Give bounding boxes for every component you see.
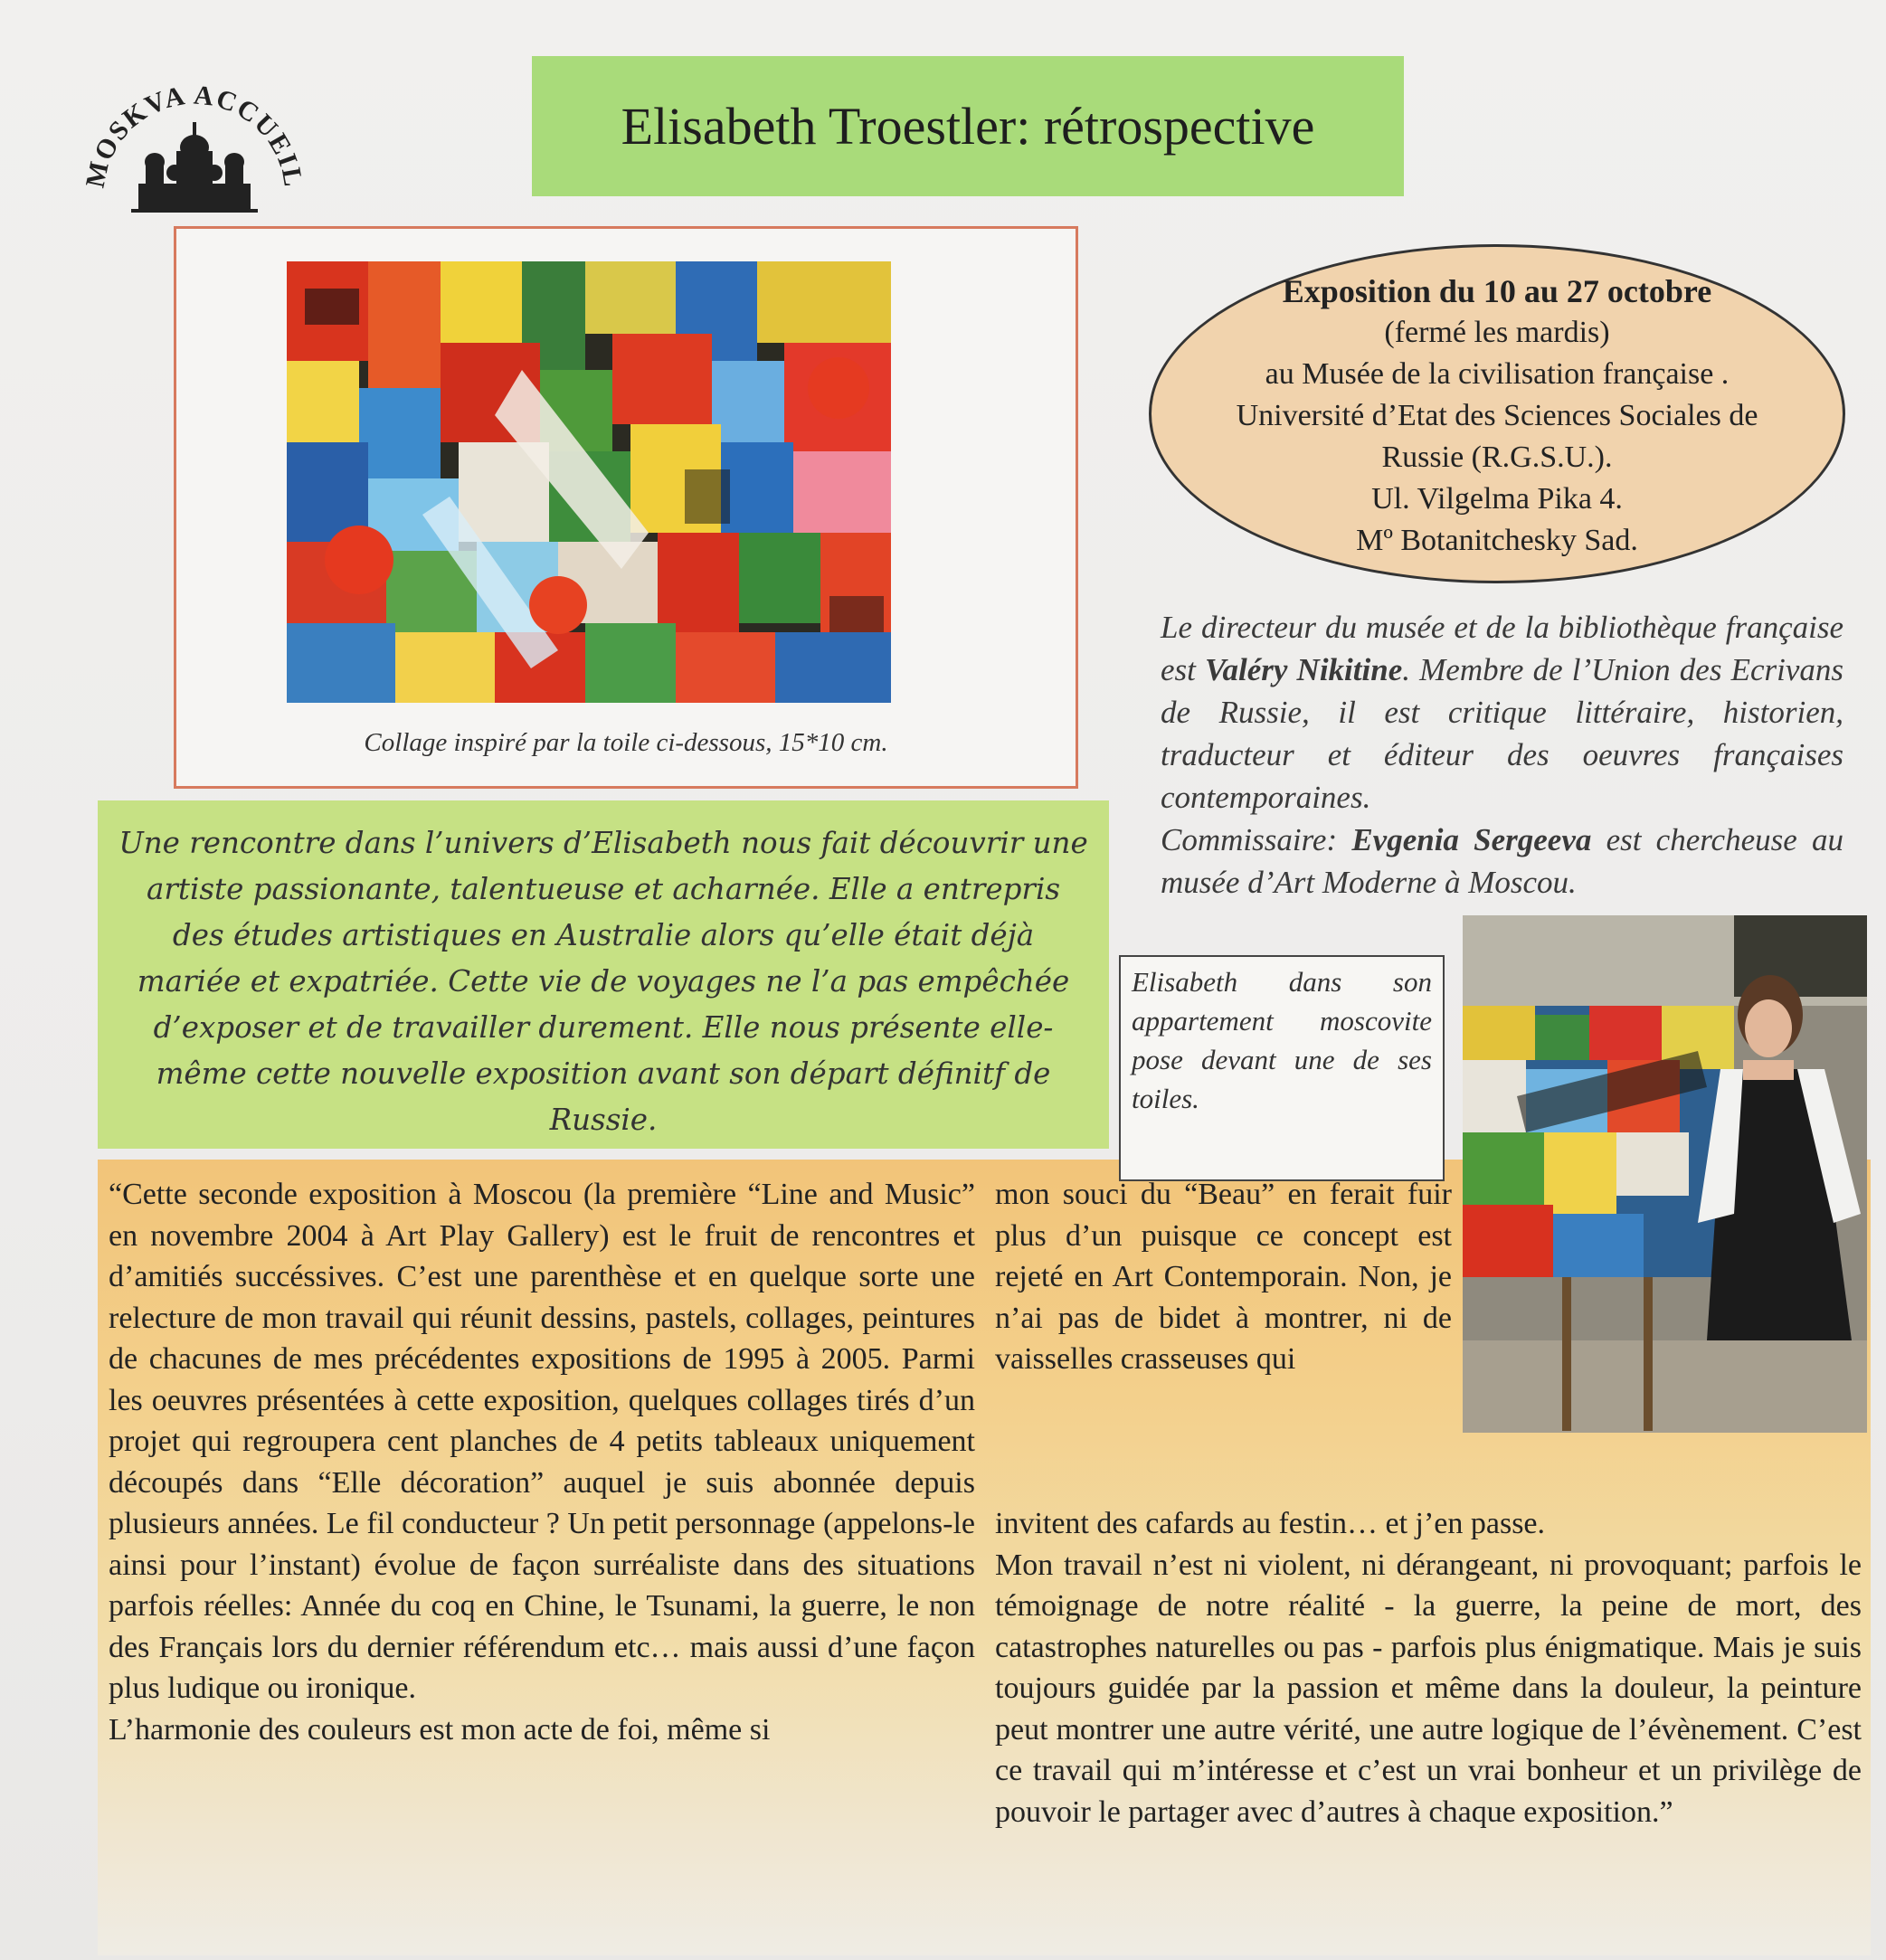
exhibition-university: Université d’Etat des Sciences Sociales de (1236, 399, 1758, 432)
exhibition-dates: Exposition du 10 au 27 octobre (1282, 273, 1712, 309)
moskva-accueil-logo (86, 86, 303, 231)
director-name: Valéry Nikitine (1205, 652, 1403, 687)
body-left-paragraph-1: “Cette seconde exposition à Moscou (la première “Line and Music” en novembre 2004 à Art Play Gallery) est le fruit de rencontres et d’amitiés succéssives. C’est une parenthèse et en quelque sorte une relecture de mon travail qui réunit dessins, pastels, collages, peintures de chacunes de mes précédentes expositions de 1995 à 2005. Parmi les oeuvres présentées à cette exposition, quelques collages tirés d’un projet qui regroupera cent planches de 4 petits tableaux uniquement découpés dans “Elle décoration” auquel je suis abonnée depuis plusieurs années. Le fil conducteur ? Un petit personnage (appelons-le ainsi pour l’instant) évolue de façon surréaliste dans des situations parfois réelles: Année du coq en Chine, le Tsunami, la guerre, le non des Français lors du dernier référendum etc… mais aussi d’une façon plus ludique ou ironique. (109, 1178, 975, 1705)
intro-box: Une rencontre dans l’univers d’Elisabeth nous fait découvrir une artiste passionante, talentueuse et acharnée. Elle a entrepris des études artistiques en Australie alors qu’elle était déjà mariée et expatriée. Cette vie de voyages ne l’a pas empêchée d’exposer et de travailler durement. Elle nous présente elle-même cette nouvelle exposition avant son départ définitf de Russie. (98, 800, 1109, 1149)
page-title: Elisabeth Troestler: rétrospective (621, 97, 1315, 156)
exhibition-street: Ul. Vilgelma Pika 4. (1371, 482, 1623, 516)
collage-figure (174, 226, 1078, 789)
body-left-paragraph-2: L’harmonie des couleurs est mon acte de foi, même si (109, 1712, 771, 1747)
director-text-2: . Membre de l’Union des Ecrivans de Russie, il est critique littéraire, historien, traducteur et éditeur des oeuvres françaises contemporaines. (1161, 652, 1843, 815)
director-paragraph (1161, 606, 1843, 904)
body-right-paragraph-1: mon souci du “Beau” en ferait fuir plus d’un puisque ce concept est rejeté en Art Contemporain. Non, je n’ai pas de bidet à montrer, ni de vaisselles crasseuses qui (995, 1178, 1452, 1376)
photo-caption: Elisabeth dans son appartement moscovite pose devant une de ses toiles. (1119, 955, 1445, 1181)
curator-text: est chercheuse au musée d’Art Moderne à Moscou. (1161, 822, 1843, 900)
exhibition-university-2: Russie (R.G.S.U.). (1381, 440, 1613, 474)
figure-caption: Collage inspiré par la toile ci-dessous, 15*10 cm. (364, 728, 888, 757)
exhibition-venue: au Musée de la civilisation française . (1265, 357, 1730, 391)
title-banner (532, 56, 1404, 196)
body-column-left (109, 1174, 975, 1750)
body-right-paragraph-3: Mon travail n’est ni violent, ni dérangeant, ni provoquant; parfois le témoignage de notre réalité - la guerre, la peine de mort, des catastrophes naturelles ou pas - parfois plus énigmatique. Mais je suis toujours guidée par la passion et même dans la douleur, la peinture peut montrer une autre vérité, une autre logique de l’évènement. C’est ce travail qui m’intéresse et c’est un vrai bonheur et un privilège de pouvoir le partager avec d’autres à chaque exposition.” (995, 1548, 1862, 1829)
artist-photo (1463, 915, 1867, 1433)
exhibition-metro: Mº Botanitchesky Sad. (1356, 524, 1638, 557)
curator-name: Evgenia Sergeeva (1351, 822, 1592, 857)
exhibition-closed: (fermé les mardis) (1384, 316, 1610, 349)
curator-label: Commissaire: (1161, 822, 1352, 857)
body-column-right-narrow (995, 1174, 1452, 1380)
body-column-right-wide (995, 1503, 1862, 1832)
cathedral-icon (86, 86, 303, 231)
body-right-paragraph-2: invitent des cafards au festin… et j’en passe. (995, 1507, 1546, 1540)
collage-image (287, 261, 891, 703)
director-text-1: Le directeur du musée et de la bibliothèque française est (1161, 610, 1843, 687)
exhibition-info-ellipse (1149, 244, 1845, 583)
svg-text:MOSKVA ACCUEIL: OSKVA ACCUEI (88, 86, 303, 172)
